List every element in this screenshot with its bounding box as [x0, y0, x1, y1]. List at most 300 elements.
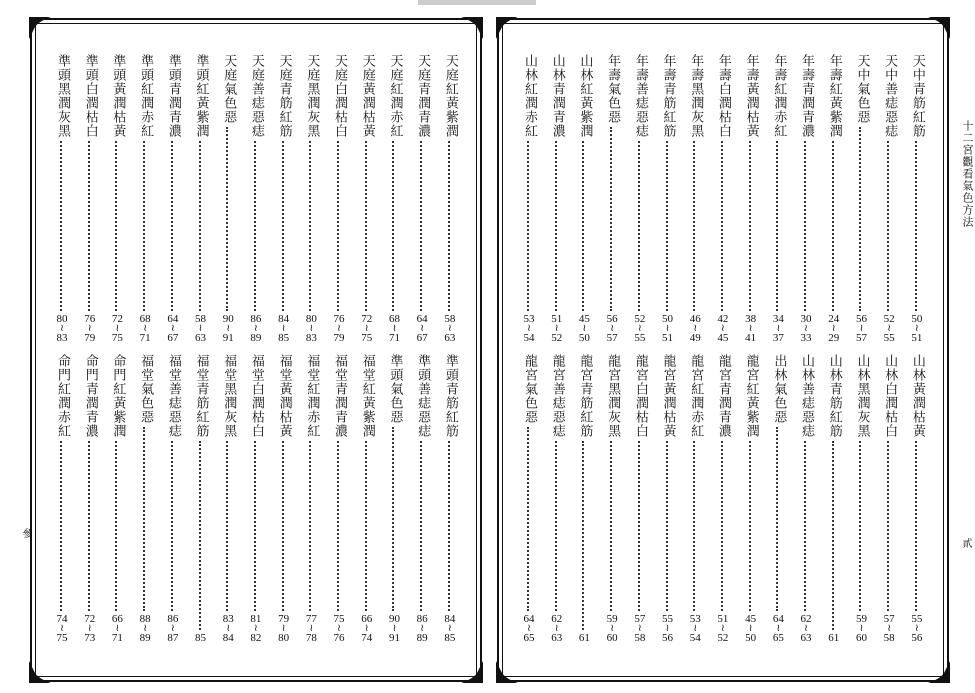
entry-title: 山林青潤青濃	[549, 54, 565, 138]
range-end: 75	[111, 332, 123, 344]
page-range	[634, 314, 645, 344]
toc-entry	[78, 354, 102, 644]
leader-dots	[887, 441, 891, 611]
leader-dots	[804, 441, 808, 611]
range-separator: ≀	[392, 623, 397, 634]
range-end: 83	[56, 332, 68, 344]
page-range	[167, 314, 178, 344]
entry-title: 準頭氣色惡	[387, 354, 403, 424]
entry-title: 出林氣色惡	[771, 354, 787, 424]
page-range	[524, 614, 535, 644]
entry-title: 天庭紅黃紫潤	[442, 54, 458, 138]
toc-entry	[600, 354, 624, 644]
range-separator: ≀	[804, 323, 808, 334]
range-separator: ≀	[60, 323, 64, 334]
range-start: 58	[444, 313, 456, 325]
toc-entry	[656, 54, 680, 344]
range-separator: ≀	[831, 323, 836, 334]
toc-entry	[905, 54, 929, 344]
page-range	[551, 314, 562, 344]
page-range	[662, 614, 673, 644]
leader-dots	[610, 127, 614, 311]
range-start: 79	[278, 613, 290, 625]
range-separator: ≀	[115, 623, 120, 634]
page-range	[278, 314, 289, 344]
toc-entry	[794, 354, 818, 644]
range-start: 90	[388, 613, 400, 625]
entry-title: 山林黑潤灰黑	[854, 354, 870, 438]
leader-dots	[143, 427, 147, 611]
entry-title: 龍宮黃潤枯黃	[660, 354, 676, 438]
range-separator: ≀	[776, 623, 781, 634]
range-end: 71	[111, 632, 123, 644]
range-end: 83	[305, 332, 317, 344]
entry-title: 山林善痣惡痣	[799, 354, 815, 438]
range-end: 55	[634, 332, 646, 344]
leader-dots	[171, 441, 175, 611]
toc-entry	[711, 54, 735, 344]
toc-entry	[739, 354, 763, 644]
entry-title: 福堂善痣惡痣	[165, 354, 181, 438]
toc-entry	[244, 354, 268, 644]
toc-entry	[355, 354, 379, 644]
toc-entry	[216, 354, 240, 644]
page-range	[690, 314, 701, 344]
page-range	[579, 314, 590, 344]
corner-ornament	[928, 661, 950, 683]
page-range	[84, 314, 95, 344]
toc-entry	[355, 54, 379, 344]
range-end: 85	[278, 332, 290, 344]
range-separator: ≀	[420, 323, 425, 334]
leader-dots	[693, 441, 697, 611]
range-separator: ≀	[693, 623, 698, 634]
range-start: 86	[250, 313, 262, 325]
page-range	[389, 314, 400, 344]
range-separator: ≀	[364, 323, 369, 334]
range-end: 45	[717, 332, 729, 344]
leader-dots	[804, 141, 808, 311]
toc-entry	[600, 54, 624, 344]
entry-title: 準頭青潤青濃	[165, 54, 181, 138]
range-start: 56	[855, 313, 867, 325]
range-separator: ≀	[610, 623, 614, 634]
leader-dots	[365, 141, 369, 311]
range-start: 30	[800, 313, 812, 325]
range-start: 66	[361, 613, 373, 625]
leader-dots	[582, 141, 586, 311]
toc-entry	[50, 54, 74, 344]
corner-ornament	[496, 661, 518, 683]
range-separator: ≀	[170, 623, 175, 634]
range-start: 72	[84, 613, 96, 625]
entry-title: 龍宮紅潤赤紅	[688, 354, 704, 438]
range-end: 52	[551, 332, 563, 344]
toc-entry	[683, 54, 707, 344]
leader-dots	[199, 141, 203, 311]
range-end: 71	[388, 332, 400, 344]
leader-dots	[749, 441, 753, 611]
range-end: 91	[388, 632, 400, 644]
range-start: 52	[634, 313, 646, 325]
toc-entry	[133, 354, 157, 644]
range-end: 89	[416, 632, 428, 644]
entry-title: 福堂青筋紅筋	[193, 354, 209, 438]
range-end: 41	[745, 332, 757, 344]
range-end: 65	[523, 632, 535, 644]
range-end: 54	[523, 332, 535, 344]
range-end: 60	[855, 632, 867, 644]
range-separator: ≀	[776, 323, 781, 334]
leader-dots	[199, 441, 203, 630]
toc-entry	[50, 354, 74, 644]
range-start: 55	[911, 613, 923, 625]
range-start: 53	[689, 613, 701, 625]
right-page-number: 貳	[960, 538, 971, 549]
corner-ornament	[29, 661, 51, 683]
leader-dots	[527, 141, 531, 311]
range-start: 66	[111, 613, 123, 625]
entry-title: 山林黃潤枯黃	[909, 354, 925, 438]
toc-entry	[438, 354, 462, 644]
range-start: 84	[278, 313, 290, 325]
range-separator: ≀	[143, 323, 147, 334]
toc-entry	[683, 354, 707, 644]
leader-dots	[88, 441, 92, 611]
range-end: 56	[911, 632, 923, 644]
leader-dots	[638, 441, 642, 611]
page-range	[856, 614, 867, 644]
range-start: 58	[195, 313, 207, 325]
toc-entry	[272, 54, 296, 344]
toc-entry	[849, 54, 873, 344]
leader-dots	[832, 141, 836, 311]
toc-entry	[628, 54, 652, 344]
entry-title: 龍宮黑潤灰黑	[605, 354, 621, 438]
leader-dots	[915, 441, 919, 611]
toc-entry	[739, 54, 763, 344]
range-separator: ≀	[554, 623, 559, 634]
page-range	[167, 614, 178, 644]
entry-title: 年壽黑潤灰黑	[688, 54, 704, 138]
range-end: 58	[883, 632, 895, 644]
page-range	[389, 614, 400, 644]
leader-dots	[915, 141, 919, 311]
page-range	[334, 314, 345, 344]
corner-ornament	[928, 17, 950, 39]
entry-title: 龍宮氣色惡	[522, 354, 537, 424]
right-page	[497, 18, 949, 682]
toc-entry	[189, 54, 213, 344]
range-separator: ≀	[804, 623, 808, 634]
range-separator: ≀	[887, 323, 892, 334]
range-separator: ≀	[637, 623, 642, 634]
range-end: 63	[800, 632, 812, 644]
corner-ornament	[461, 661, 483, 683]
page-range	[140, 314, 151, 344]
entry-title: 準頭黑潤灰黑	[55, 54, 70, 138]
page-range	[195, 314, 206, 344]
toc-entry	[905, 354, 929, 644]
page-range	[773, 614, 784, 644]
toc-entry	[161, 354, 185, 644]
range-start: 62	[551, 613, 563, 625]
range-separator: ≀	[748, 623, 753, 634]
entry-title: 準頭黃潤枯黃	[110, 54, 126, 138]
range-end: 75	[361, 332, 373, 344]
entry-title: 山林紅黃紫潤	[577, 54, 593, 138]
toc-entry	[382, 54, 406, 344]
entry-title: 命門青潤青濃	[82, 354, 98, 438]
range-end: 65	[772, 632, 784, 644]
page-range	[84, 614, 95, 644]
toc-entry	[438, 54, 462, 344]
right-top-entries	[517, 54, 929, 344]
range-start: 46	[689, 313, 701, 325]
leader-dots	[115, 441, 119, 611]
leader-dots	[832, 441, 836, 630]
range-start: 34	[772, 313, 784, 325]
entry-title: 龍宮紅黃紫潤	[743, 354, 759, 438]
toc-entry	[517, 54, 541, 344]
page-range	[444, 314, 455, 344]
entry-title: 天庭黑潤灰黑	[304, 54, 320, 138]
range-start: 86	[416, 613, 428, 625]
leader-dots	[749, 141, 753, 311]
range-separator: ≀	[337, 323, 341, 334]
range-start: 42	[717, 313, 729, 325]
range-end: 37	[772, 332, 784, 344]
range-end: 51	[911, 332, 923, 344]
leader-dots	[392, 427, 396, 611]
range-end: 58	[634, 632, 646, 644]
leader-dots	[171, 141, 175, 311]
leader-dots	[666, 441, 670, 611]
leader-dots	[309, 441, 313, 611]
range-start: 75	[333, 613, 345, 625]
left-page-number: 參	[20, 528, 31, 539]
entry-title: 福堂紅潤赤紅	[304, 354, 320, 438]
page-range	[223, 314, 234, 344]
range-start: 62	[800, 613, 812, 625]
leader-dots	[693, 141, 697, 311]
range-end: 89	[139, 632, 151, 644]
page-range	[911, 614, 922, 644]
range-separator: ≀	[693, 323, 698, 334]
page-range	[801, 314, 812, 344]
range-separator: ≀	[364, 623, 369, 634]
toc-entry	[572, 54, 596, 344]
range-start: 38	[745, 313, 757, 325]
range-end: 89	[250, 332, 262, 344]
leader-dots	[527, 427, 531, 611]
leader-dots	[420, 141, 424, 311]
range-end: 57	[855, 332, 867, 344]
range-start: 50	[662, 313, 674, 325]
page-range	[717, 614, 728, 644]
range-separator: ≀	[226, 323, 231, 334]
entry-title: 準頭紅黃紫潤	[193, 54, 209, 138]
range-start: 64	[416, 313, 428, 325]
page-range	[884, 314, 895, 344]
entry-title: 年壽黃潤枯黃	[743, 54, 759, 138]
toc-entry	[656, 354, 680, 644]
range-separator: ≀	[447, 623, 452, 634]
toc-entry	[299, 354, 323, 644]
range-end: 79	[84, 332, 96, 344]
toc-entry	[327, 354, 351, 644]
page-range	[911, 314, 922, 344]
toc-entry	[877, 54, 901, 344]
right-bottom-entries	[517, 354, 929, 644]
range-separator: ≀	[859, 323, 864, 334]
range-end: 49	[689, 332, 701, 344]
range-separator: ≀	[337, 623, 341, 634]
toc-entry	[382, 354, 406, 644]
entry-title: 年壽善痣惡痣	[632, 54, 648, 138]
page-range	[607, 314, 618, 344]
range-start: 53	[523, 313, 535, 325]
leader-dots	[859, 441, 863, 611]
range-separator: ≀	[721, 323, 725, 334]
corner-ornament	[461, 17, 483, 39]
range-separator: ≀	[610, 323, 614, 334]
leader-dots	[666, 141, 670, 311]
range-separator: ≀	[665, 323, 670, 334]
range-separator: ≀	[281, 323, 286, 334]
toc-entry	[299, 54, 323, 344]
entry-title: 龍宮白潤枯白	[632, 354, 648, 438]
range-start: 64	[523, 613, 535, 625]
page-range	[334, 614, 345, 644]
leader-dots	[721, 441, 725, 611]
page-range	[828, 314, 839, 344]
page-range	[112, 314, 123, 344]
leader-dots	[337, 441, 341, 611]
range-separator: ≀	[582, 323, 587, 334]
leader-dots	[226, 127, 230, 311]
entry-title: 準頭紅潤赤紅	[138, 54, 154, 138]
range-separator: ≀	[527, 323, 531, 334]
page-range	[444, 614, 455, 644]
range-start: 76	[333, 313, 345, 325]
range-end: 74	[361, 632, 373, 644]
toc-entry	[517, 354, 541, 644]
range-start: 86	[167, 613, 179, 625]
page-range	[140, 614, 151, 644]
range-start: 57	[883, 613, 895, 625]
range-end: 75	[56, 632, 68, 644]
toc-entry	[189, 354, 213, 644]
range-separator: ≀	[309, 623, 314, 634]
toc-entry	[161, 54, 185, 344]
entry-title: 年壽紅潤赤紅	[771, 54, 787, 138]
page-range	[195, 633, 206, 644]
toc-entry	[410, 54, 434, 344]
toc-entry	[244, 54, 268, 344]
leader-dots	[282, 441, 286, 611]
entry-title: 龍宮青筋紅筋	[577, 354, 593, 438]
range-end: 50	[578, 332, 590, 344]
range-separator: ≀	[748, 323, 753, 334]
leader-dots	[420, 441, 424, 611]
range-separator: ≀	[914, 623, 919, 634]
range-end: 91	[222, 332, 234, 344]
toc-entry	[877, 354, 901, 644]
entry-title: 年壽紅黃紫潤	[826, 54, 842, 138]
range-end: 85	[444, 632, 456, 644]
entry-title: 準頭善痣惡痣	[415, 354, 431, 438]
left-top-entries	[50, 54, 462, 344]
entry-title: 天中青筋紅筋	[909, 54, 925, 138]
range-separator: ≀	[420, 623, 425, 634]
range-start: 85	[195, 632, 207, 644]
leader-dots	[365, 441, 369, 611]
range-separator: ≀	[87, 623, 92, 634]
range-separator: ≀	[87, 323, 92, 334]
range-end: 29	[828, 332, 840, 344]
toc-entry	[711, 354, 735, 644]
range-start: 55	[662, 613, 674, 625]
entry-title: 福堂黃潤枯黃	[276, 354, 292, 438]
leader-dots	[226, 441, 230, 611]
toc-entry	[327, 54, 351, 344]
page-range	[773, 314, 784, 344]
range-start: 56	[606, 313, 618, 325]
toc-entry	[545, 54, 569, 344]
range-separator: ≀	[665, 623, 670, 634]
range-separator: ≀	[392, 323, 397, 334]
range-start: 90	[222, 313, 234, 325]
leader-dots	[337, 141, 341, 311]
toc-entry	[849, 354, 873, 644]
leader-dots	[448, 441, 452, 611]
page-range	[856, 314, 867, 344]
page-range	[112, 614, 123, 644]
range-end: 63	[195, 332, 207, 344]
entry-title: 年壽白潤枯白	[715, 54, 731, 138]
page-range	[717, 314, 728, 344]
entry-title: 福堂黑潤灰黑	[221, 354, 237, 438]
entry-title: 天庭青潤青濃	[415, 54, 431, 138]
toc-entry	[216, 54, 240, 344]
range-end: 76	[333, 632, 345, 644]
entry-title: 山林青筋紅筋	[826, 354, 842, 438]
entry-title: 福堂紅黃紫潤	[359, 354, 375, 438]
page-range	[417, 314, 428, 344]
range-end: 84	[222, 632, 234, 644]
entry-title: 山林白潤枯白	[882, 354, 898, 438]
range-start: 72	[361, 313, 373, 325]
entry-title: 天中善痣惡痣	[882, 54, 898, 138]
range-separator: ≀	[281, 623, 286, 634]
range-start: 76	[84, 313, 96, 325]
range-start: 68	[139, 313, 151, 325]
entry-title: 年壽氣色惡	[605, 54, 621, 124]
toc-entry	[133, 54, 157, 344]
entry-title: 天庭氣色惡	[221, 54, 237, 124]
toc-entry	[628, 354, 652, 644]
range-end: 60	[606, 632, 618, 644]
toc-entry	[272, 354, 296, 644]
toc-entry	[766, 354, 790, 644]
leader-dots	[392, 141, 396, 311]
range-end: 71	[139, 332, 151, 344]
page-range	[662, 314, 673, 344]
entry-title: 龍宮善痣惡痣	[549, 354, 565, 438]
range-separator: ≀	[254, 623, 258, 634]
range-end: 67	[167, 332, 179, 344]
